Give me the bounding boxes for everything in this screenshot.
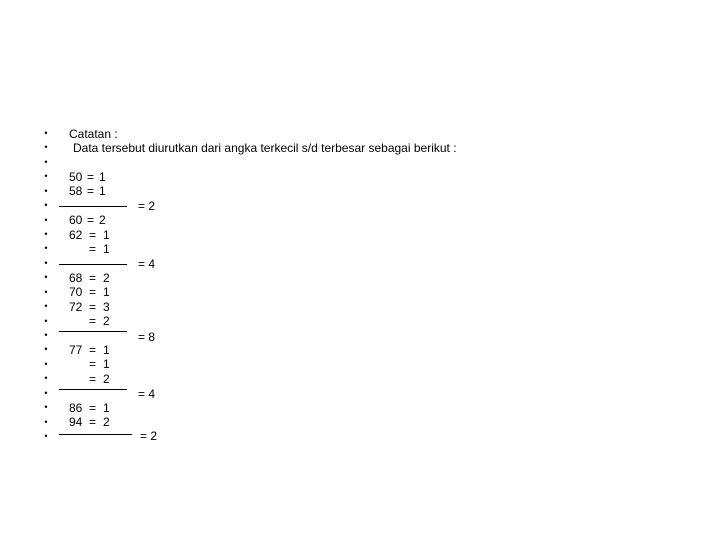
group-1-row-1-count: 1 xyxy=(99,170,106,184)
group-4-sum-line xyxy=(59,389,127,390)
group-2-row-1-count: 2 xyxy=(99,213,106,227)
group-5-sum-line xyxy=(59,434,132,435)
bullet-3: • xyxy=(44,157,48,167)
group-3-row-4-equals: = xyxy=(89,314,97,328)
group-5-row-2-value: 94 xyxy=(69,415,83,429)
group-1-row-1-equals: = xyxy=(87,170,95,184)
group-5-total: = 2 xyxy=(140,429,158,443)
bullet-5: • xyxy=(44,186,48,196)
group-3-row-2-count: 1 xyxy=(103,285,110,299)
group-3-row-3-equals: = xyxy=(89,300,97,314)
group-3-sum-line xyxy=(59,331,127,332)
bullet-15: • xyxy=(44,330,48,340)
group-2-row-2-count: 1 xyxy=(103,228,110,242)
group-4-total: = 4 xyxy=(138,387,156,401)
group-1-sum-line xyxy=(59,206,127,207)
group-1-total: = 2 xyxy=(138,199,156,213)
group-4-row-2-equals: = xyxy=(89,357,97,371)
group-1-row-2-equals: = xyxy=(87,184,95,198)
bullet-10: • xyxy=(44,258,48,268)
bullet-19: • xyxy=(44,388,48,398)
group-1-row-2-value: 58 xyxy=(69,184,83,198)
group-2-row-2-equals: = xyxy=(89,228,97,242)
bullet-6: • xyxy=(44,200,48,210)
bullet-16: • xyxy=(44,344,48,354)
group-5-row-2-count: 2 xyxy=(103,415,110,429)
group-2-row-3-equals: = xyxy=(89,242,97,256)
group-2-row-1-equals: = xyxy=(87,213,95,227)
bullet-17: • xyxy=(44,359,48,369)
note-title: Catatan : xyxy=(69,127,118,141)
bullet-9: • xyxy=(44,243,48,253)
group-3-row-2-value: 70 xyxy=(69,285,83,299)
group-4-row-3-equals: = xyxy=(89,372,97,386)
group-3-row-3-count: 3 xyxy=(103,300,110,314)
bullet-11: • xyxy=(44,272,48,282)
group-2-total: = 4 xyxy=(138,257,156,271)
group-3-row-2-equals: = xyxy=(89,285,97,299)
bullet-2: • xyxy=(44,142,48,152)
bullet-14: • xyxy=(44,316,48,326)
bullet-1: • xyxy=(44,128,48,138)
group-5-row-1-value: 86 xyxy=(69,401,83,415)
note-text: Data tersebut diurutkan dari angka terkecil s/d terbesar sebagai berikut : xyxy=(73,141,457,155)
group-2-row-3-count: 1 xyxy=(103,242,110,256)
bullet-20: • xyxy=(44,402,48,412)
group-3-row-1-count: 2 xyxy=(103,271,110,285)
group-4-row-1-value: 77 xyxy=(69,343,83,357)
group-4-row-1-count: 1 xyxy=(103,343,110,357)
bullet-13: • xyxy=(44,301,48,311)
bullet-21: • xyxy=(44,417,48,427)
group-5-row-1-equals: = xyxy=(89,401,97,415)
bullet-18: • xyxy=(44,373,48,383)
group-1-row-2-count: 1 xyxy=(99,184,106,198)
group-2-row-2-value: 62 xyxy=(69,228,83,242)
group-4-row-1-equals: = xyxy=(89,343,97,357)
group-5-row-1-count: 1 xyxy=(103,401,110,415)
group-4-row-2-count: 1 xyxy=(103,357,110,371)
group-2-row-1-value: 60 xyxy=(69,213,83,227)
bullet-8: • xyxy=(44,229,48,239)
group-5-row-2-equals: = xyxy=(89,415,97,429)
bullet-12: • xyxy=(44,287,48,297)
group-1-row-1-value: 50 xyxy=(69,170,83,184)
group-3-total: = 8 xyxy=(138,330,156,344)
group-2-sum-line xyxy=(59,264,127,265)
group-3-row-1-equals: = xyxy=(89,271,97,285)
group-4-row-3-count: 2 xyxy=(103,372,110,386)
group-3-row-4-count: 2 xyxy=(103,314,110,328)
group-3-row-3-value: 72 xyxy=(69,300,83,314)
bullet-22: • xyxy=(44,431,48,441)
bullet-4: • xyxy=(44,171,48,181)
group-3-row-1-value: 68 xyxy=(69,271,83,285)
bullet-7: • xyxy=(44,215,48,225)
